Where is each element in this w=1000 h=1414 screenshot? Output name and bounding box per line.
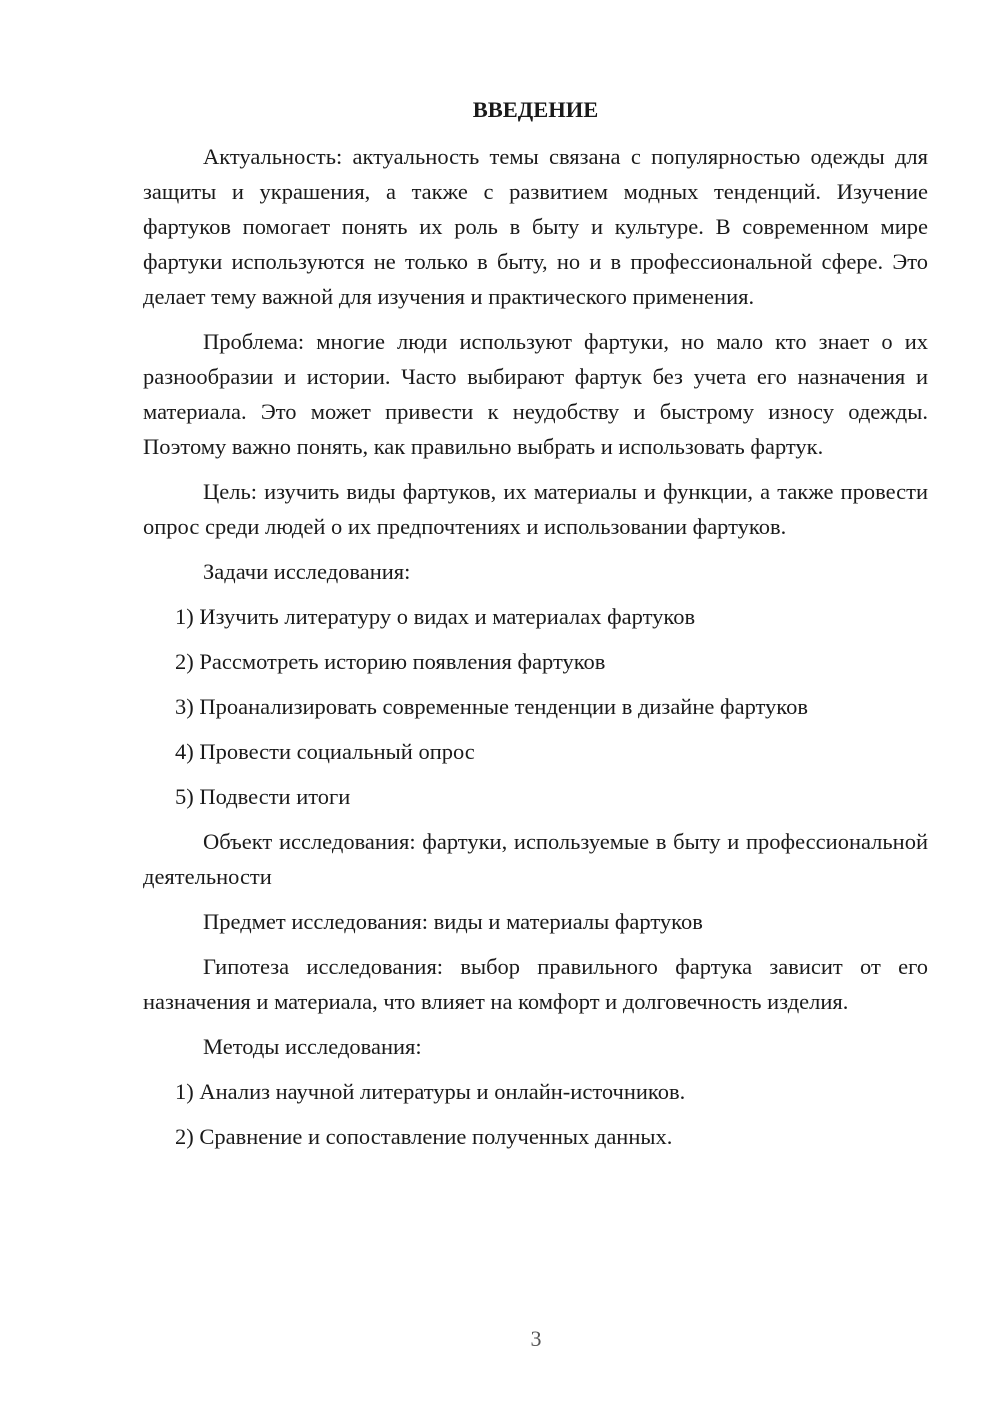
list-item: 2) Сравнение и сопоставление полученных данных. [175,1124,673,1149]
list-item: 5) Подвести итоги [175,784,351,809]
hypothesis-paragraph: Гипотеза исследования: выбор правильного фартука зависит от его назначения и материала, что влияет на комфорт и долговечность изделия. [143,954,928,1014]
subject-paragraph: Предмет исследования: виды и материалы фартуков [203,909,703,934]
methods-heading: Методы исследования: [203,1034,422,1059]
problem-paragraph: Проблема: многие люди используют фартуки, но мало кто знает о их разнообразии и истории. Часто выбирают фартук без учета его назначения и материала. Это может привести к неудобству и быстрому износу одежды. Поэтому важно понять, как правильно выбрать и использовать фартук. [143,329,928,459]
list-item: 2) Рассмотреть историю появления фартуков [175,649,606,674]
page-content [143,92,928,1164]
goal-paragraph: Цель: изучить виды фартуков, их материалы и функции, а также провести опрос среди людей о их предпочтениях и использовании фартуков. [143,479,928,539]
list-item: 4) Провести социальный опрос [175,739,475,764]
tasks-heading: Задачи исследования: [203,559,411,584]
list-item: 1) Изучить литературу о видах и материалах фартуков [175,604,696,629]
page-title: ВВЕДЕНИЕ [472,97,599,122]
list-item: 1) Анализ научной литературы и онлайн-источников. [175,1079,686,1104]
list-item: 3) Проанализировать современные тенденции в дизайне фартуков [175,694,808,719]
relevance-paragraph: Актуальность: актуальность темы связана с популярностью одежды для защиты и украшения, а также с развитием модных тенденций. Изучение фартуков помогает понять их роль в быту и культуре. В современном мире фартуки используются не только в быту, но и в профессиональной сфере. Это делает тему важной для изучения и практического применения. [143,144,928,309]
object-paragraph: Объект исследования: фартуки, используемые в быту и профессиональной деятельности [143,829,928,889]
methods-list [143,1074,928,1154]
tasks-list [143,599,928,814]
page-number: 3 [530,1326,542,1351]
